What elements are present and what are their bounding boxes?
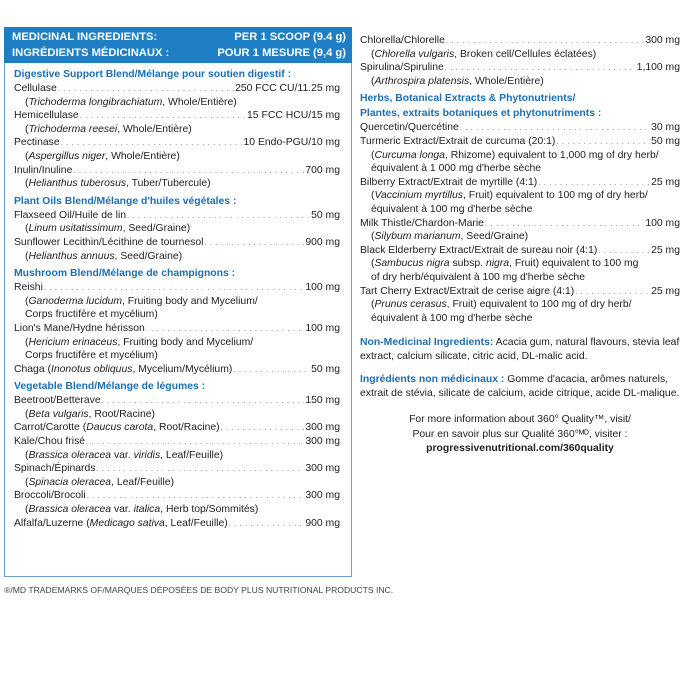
source-reishi-line2: Corps fructifère et mycélium) <box>25 309 158 321</box>
source-bilberry-line2: équivalent à 100 mg d'herbe sèche <box>371 203 533 215</box>
source-beetroot: (Beta vulgaris, Root/Racine) <box>25 408 155 420</box>
source-black-elderberry: (Sambucus nigra subsp. nigra, Fruit) equivalent to 100 mg <box>371 258 639 270</box>
header-fr-left: INGRÉDIENTS MÉDICINAUX : <box>12 47 170 59</box>
ingredient-spinach: Spinach/Épinards . . . 300 mg <box>14 462 340 476</box>
source-broccoli: (Brassica oleracea var. italica, Herb top/Sommités) <box>25 504 259 516</box>
ingredient-spirulina: Spirulina/Spiruline . . . 1,100 mg <box>360 61 680 75</box>
ingredient-chaga: Chaga (Inonotus obliquus, Mycelium/Mycélium) . . . 50 mg <box>14 363 340 377</box>
ingredient-lions-mane: Lion's Mane/Hydne hérisson . . . 100 mg <box>14 322 340 336</box>
ingredient-milk-thistle: Milk Thistle/Chardon-Marie . . . 100 mg <box>360 217 680 231</box>
mushroom-blend-title: Mushroom Blend/Mélange de champignons : <box>14 268 236 280</box>
ingredient-sunflower: Sunflower Lecithin/Lécithine de tournesol . . . 900 mg <box>14 236 340 250</box>
source-chlorella: (Chlorella vulgaris, Broken cell/Cellules éclatées) <box>371 48 597 60</box>
source-turmeric: (Curcuma longa, Rhizome) equivalent to 1,000 mg of dry herb/ <box>371 149 659 161</box>
header-en-left: MEDICINAL INGREDIENTS: <box>12 31 158 43</box>
ingredient-chlorella: Chlorella/Chlorelle . . . 300 mg <box>360 34 680 48</box>
source-black-elderberry-line2: of dry herb/équivalent à 100 mg d'herbe sèche <box>371 271 585 283</box>
source-turmeric-line2: équivalent à 1 000 mg d'herbe sèche <box>371 163 542 175</box>
source-hemicellulase: (Trichoderma reesei, Whole/Entière) <box>25 123 192 135</box>
ingredient-bilberry: Bilberry Extract/Extrait de myrtille (4:1) . . . 25 mg <box>360 176 680 190</box>
ingredient-carrot: Carrot/Carotte (Daucus carota, Root/Racine) . . . 300 mg <box>14 421 340 435</box>
ingredient-cellulase: Cellulase . . . 250 FCC CU/11.25 mg <box>14 82 340 96</box>
ingredient-quercetin: Quercetin/Quercétine . . . 30 mg <box>360 121 680 135</box>
header-fr-right: POUR 1 MESURE (9,4 g) <box>217 47 346 59</box>
source-spinach: (Spinacia oleracea, Leaf/Feuille) <box>25 476 175 488</box>
more-info-en: For more information about 360° Quality™, visit/ <box>409 414 631 426</box>
non-medicinal-ingredients-fr: Ingrédients non médicinaux : Gomme d'acacia, arômes naturels, extrait de stévia, silicate de calcium, acide citrique, acide DL-malique. <box>360 374 680 400</box>
ingredient-black-elderberry: Black Elderberry Extract/Extrait de sureau noir (4:1) . . . 25 mg <box>360 244 680 258</box>
source-cellulase: (Trichoderma longibrachiatum, Whole/Entière) <box>25 96 237 108</box>
ingredient-reishi: Reishi . . . 100 mg <box>14 281 340 295</box>
ingredient-broccoli: Broccoli/Brocoli . . . 300 mg <box>14 489 340 503</box>
left-ingredient-list <box>14 67 340 530</box>
herbs-title-line1: Herbs, Botanical Extracts & Phytonutrients/ <box>360 93 576 105</box>
ingredient-flaxseed: Flaxseed Oil/Huile de lin . . . 50 mg <box>14 209 340 223</box>
ingredient-tart-cherry: Tart Cherry Extract/Extrait de cerise aigre (4:1) . . . 25 mg <box>360 285 680 299</box>
source-kale: (Brassica oleracea var. viridis, Leaf/Feuille) <box>25 449 224 461</box>
source-bilberry: (Vaccinium myrtillus, Fruit) equivalent to 100 mg of dry herb/ <box>371 190 648 202</box>
source-flaxseed: (Linum usitatissimum, Seed/Graine) <box>25 223 191 235</box>
source-reishi: (Ganoderma lucidum, Fruiting body and Mycelium/ <box>25 295 258 307</box>
trademark-notice: ®/MD TRADEMARKS OF/MARQUES DÉPOSÉES DE BODY PLUS NUTRITIONAL PRODUCTS INC. <box>4 585 394 595</box>
source-sunflower: (Helianthus annuus, Seed/Graine) <box>25 250 183 262</box>
source-inulin: (Helianthus tuberosus, Tuber/Tubercule) <box>25 178 211 190</box>
medicinal-ingredients-header <box>4 27 352 63</box>
non-medicinal-ingredients-en: Non-Medicinal Ingredients: Acacia gum, natural flavours, stevia leaf extract, calcium silicate, citric acid, DL-malic acid. <box>360 337 680 363</box>
more-info-fr: Pour en savoir plus sur Qualité 360°ᴹᴰ, visiter : <box>412 428 628 440</box>
source-tart-cherry-line2: équivalent à 100 mg d'herbe sèche <box>371 312 533 324</box>
ingredient-inulin: Inulin/Inuline . . . 700 mg <box>14 164 340 178</box>
vegetable-blend-title: Vegetable Blend/Mélange de légumes : <box>14 381 206 393</box>
source-tart-cherry: (Prunus cerasus, Fruit) equivalent to 100 mg of dry herb/ <box>371 299 632 311</box>
ingredient-turmeric: Turmeric Extract/Extrait de curcuma (20:1) . . . 50 mg <box>360 135 680 149</box>
more-info-url[interactable]: progressivenutritional.com/360quality <box>426 443 614 455</box>
ingredient-beetroot: Beetroot/Betterave . . . 150 mg <box>14 394 340 408</box>
ingredient-kale: Kale/Chou frisé . . . 300 mg <box>14 435 340 449</box>
source-lions-mane: (Hericium erinaceus, Fruiting body and Mycelium/ <box>25 336 254 348</box>
ingredient-hemicellulase: Hemicellulase . . . 15 FCC HCU/15 mg <box>14 109 340 123</box>
more-info-block <box>360 413 680 457</box>
source-milk-thistle: (Silybum marianum, Seed/Graine) <box>371 231 529 243</box>
herbs-title-line2: Plantes, extraits botaniques et phytonutriments : <box>360 108 602 120</box>
header-en-right: PER 1 SCOOP (9.4 g) <box>234 31 346 43</box>
plant-oils-blend-title: Plant Oils Blend/Mélange d'huiles végétales : <box>14 195 237 207</box>
ingredient-pectinase: Pectinase . . . 10 Endo-PGU/10 mg <box>14 136 340 150</box>
source-lions-mane-line2: Corps fructifère et mycélium) <box>25 350 158 362</box>
ingredient-alfalfa: Alfalfa/Luzerne (Medicago sativa, Leaf/Feuille) . . . 900 mg <box>14 517 340 531</box>
source-spirulina: (Arthrospira platensis, Whole/Entière) <box>371 75 544 87</box>
digestive-blend-title: Digestive Support Blend/Mélange pour soutien digestif : <box>14 69 292 80</box>
source-pectinase: (Aspergillus niger, Whole/Entière) <box>25 150 180 162</box>
right-ingredient-list <box>360 34 680 457</box>
